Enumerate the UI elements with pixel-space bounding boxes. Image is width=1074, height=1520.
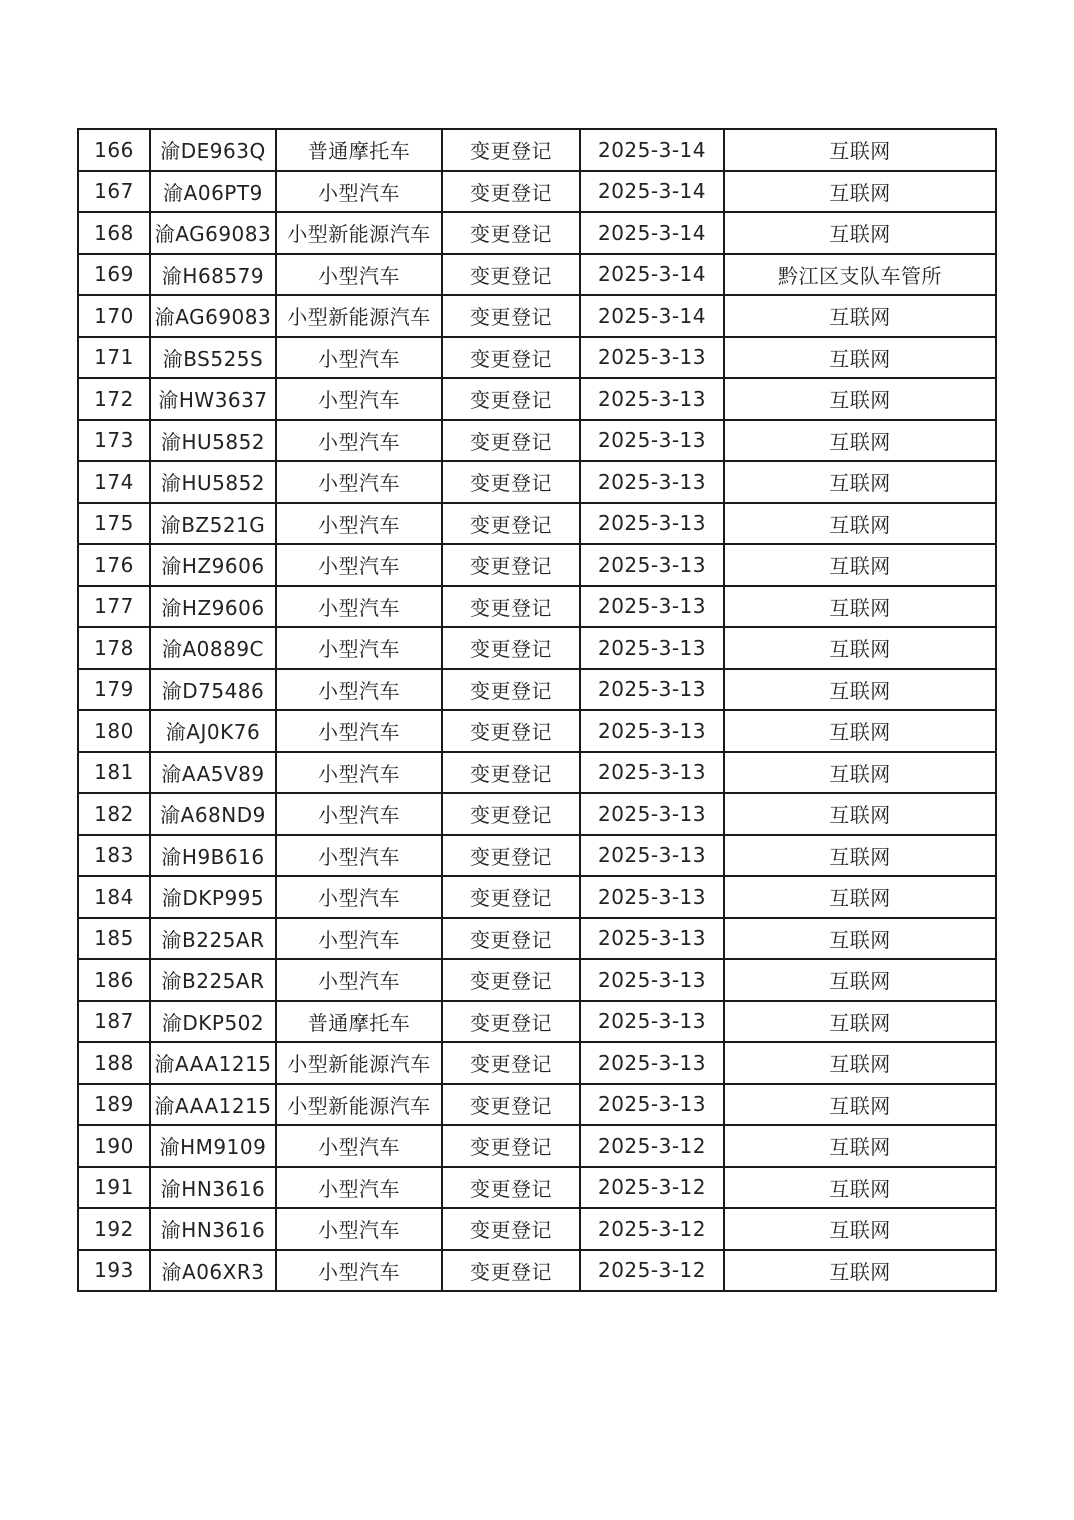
- cell-channel: 互联网: [724, 171, 996, 213]
- cell-vehicle-type: 小型汽车: [276, 669, 442, 711]
- cell-plate-number: 渝H9B616: [150, 835, 276, 877]
- table-row: [78, 752, 996, 794]
- cell-index: 174: [78, 461, 150, 503]
- cell-index: 190: [78, 1125, 150, 1167]
- cell-vehicle-type: 小型汽车: [276, 918, 442, 960]
- cell-channel: 互联网: [724, 835, 996, 877]
- cell-channel: 互联网: [724, 378, 996, 420]
- cell-vehicle-type: 小型汽车: [276, 710, 442, 752]
- cell-date: 2025-3-13: [580, 959, 724, 1001]
- cell-plate-number: 渝AA5V89: [150, 752, 276, 794]
- cell-channel: 互联网: [724, 586, 996, 628]
- cell-index: 171: [78, 337, 150, 379]
- cell-date: 2025-3-13: [580, 1001, 724, 1043]
- cell-plate-number: 渝HN3616: [150, 1208, 276, 1250]
- cell-vehicle-type: 小型汽车: [276, 420, 442, 462]
- cell-plate-number: 渝DKP502: [150, 1001, 276, 1043]
- table-row: [78, 876, 996, 918]
- cell-plate-number: 渝B225AR: [150, 959, 276, 1001]
- cell-channel: 互联网: [724, 669, 996, 711]
- table-row: [78, 212, 996, 254]
- cell-vehicle-type: 小型汽车: [276, 586, 442, 628]
- table-row: [78, 835, 996, 877]
- cell-vehicle-type: 小型汽车: [276, 171, 442, 213]
- cell-business-type: 变更登记: [442, 1125, 580, 1167]
- cell-business-type: 变更登记: [442, 918, 580, 960]
- cell-index: 179: [78, 669, 150, 711]
- cell-channel: 互联网: [724, 1125, 996, 1167]
- cell-channel: 互联网: [724, 1084, 996, 1126]
- cell-plate-number: 渝HU5852: [150, 420, 276, 462]
- table-row: [78, 337, 996, 379]
- cell-business-type: 变更登记: [442, 710, 580, 752]
- cell-date: 2025-3-13: [580, 461, 724, 503]
- cell-plate-number: 渝BZ521G: [150, 503, 276, 545]
- table-row: [78, 378, 996, 420]
- table-row: [78, 959, 996, 1001]
- cell-plate-number: 渝A06XR3: [150, 1250, 276, 1292]
- table-row: [78, 1042, 996, 1084]
- cell-business-type: 变更登记: [442, 129, 580, 171]
- cell-date: 2025-3-12: [580, 1250, 724, 1292]
- cell-date: 2025-3-13: [580, 544, 724, 586]
- table-row: [78, 295, 996, 337]
- cell-vehicle-type: 小型汽车: [276, 503, 442, 545]
- table-row: [78, 669, 996, 711]
- cell-vehicle-type: 小型汽车: [276, 876, 442, 918]
- cell-vehicle-type: 小型新能源汽车: [276, 1042, 442, 1084]
- cell-channel: 互联网: [724, 710, 996, 752]
- cell-channel: 互联网: [724, 918, 996, 960]
- cell-business-type: 变更登记: [442, 752, 580, 794]
- table-row: [78, 461, 996, 503]
- cell-business-type: 变更登记: [442, 959, 580, 1001]
- cell-index: 182: [78, 793, 150, 835]
- cell-date: 2025-3-13: [580, 835, 724, 877]
- cell-channel: 互联网: [724, 544, 996, 586]
- cell-business-type: 变更登记: [442, 544, 580, 586]
- cell-channel: 互联网: [724, 793, 996, 835]
- cell-date: 2025-3-12: [580, 1167, 724, 1209]
- cell-date: 2025-3-14: [580, 295, 724, 337]
- cell-business-type: 变更登记: [442, 835, 580, 877]
- cell-business-type: 变更登记: [442, 1084, 580, 1126]
- table-row: [78, 918, 996, 960]
- cell-date: 2025-3-13: [580, 378, 724, 420]
- cell-channel: 互联网: [724, 337, 996, 379]
- table-row: [78, 420, 996, 462]
- cell-plate-number: 渝HZ9606: [150, 586, 276, 628]
- cell-channel: 互联网: [724, 1250, 996, 1292]
- cell-vehicle-type: 小型汽车: [276, 835, 442, 877]
- cell-business-type: 变更登记: [442, 337, 580, 379]
- cell-date: 2025-3-13: [580, 503, 724, 545]
- cell-plate-number: 渝HM9109: [150, 1125, 276, 1167]
- cell-date: 2025-3-13: [580, 710, 724, 752]
- cell-channel: 互联网: [724, 295, 996, 337]
- cell-date: 2025-3-13: [580, 1084, 724, 1126]
- cell-vehicle-type: 小型汽车: [276, 1125, 442, 1167]
- cell-channel: 互联网: [724, 959, 996, 1001]
- cell-vehicle-type: 小型汽车: [276, 1208, 442, 1250]
- cell-business-type: 变更登记: [442, 1042, 580, 1084]
- cell-date: 2025-3-14: [580, 129, 724, 171]
- table-row: [78, 586, 996, 628]
- cell-date: 2025-3-13: [580, 876, 724, 918]
- cell-index: 178: [78, 627, 150, 669]
- table-row: [78, 1001, 996, 1043]
- cell-channel: 互联网: [724, 212, 996, 254]
- cell-index: 168: [78, 212, 150, 254]
- cell-business-type: 变更登记: [442, 1001, 580, 1043]
- table-row: [78, 503, 996, 545]
- cell-index: 192: [78, 1208, 150, 1250]
- cell-plate-number: 渝HZ9606: [150, 544, 276, 586]
- cell-plate-number: 渝DE963Q: [150, 129, 276, 171]
- cell-index: 172: [78, 378, 150, 420]
- cell-channel: 互联网: [724, 420, 996, 462]
- cell-plate-number: 渝A0889C: [150, 627, 276, 669]
- cell-date: 2025-3-14: [580, 171, 724, 213]
- cell-vehicle-type: 小型汽车: [276, 959, 442, 1001]
- cell-index: 189: [78, 1084, 150, 1126]
- cell-vehicle-type: 小型汽车: [276, 793, 442, 835]
- cell-index: 191: [78, 1167, 150, 1209]
- cell-index: 181: [78, 752, 150, 794]
- cell-date: 2025-3-13: [580, 1042, 724, 1084]
- cell-index: 180: [78, 710, 150, 752]
- cell-business-type: 变更登记: [442, 1208, 580, 1250]
- cell-business-type: 变更登记: [442, 876, 580, 918]
- cell-channel: 互联网: [724, 1042, 996, 1084]
- cell-plate-number: 渝BS525S: [150, 337, 276, 379]
- cell-index: 176: [78, 544, 150, 586]
- cell-index: 187: [78, 1001, 150, 1043]
- cell-vehicle-type: 小型汽车: [276, 627, 442, 669]
- cell-index: 173: [78, 420, 150, 462]
- cell-plate-number: 渝AJ0K76: [150, 710, 276, 752]
- cell-vehicle-type: 小型新能源汽车: [276, 212, 442, 254]
- cell-vehicle-type: 小型汽车: [276, 378, 442, 420]
- cell-business-type: 变更登记: [442, 420, 580, 462]
- table-row: [78, 710, 996, 752]
- cell-index: 167: [78, 171, 150, 213]
- cell-date: 2025-3-12: [580, 1208, 724, 1250]
- cell-plate-number: 渝AG69083: [150, 295, 276, 337]
- table-row: [78, 254, 996, 296]
- cell-index: 177: [78, 586, 150, 628]
- cell-index: 170: [78, 295, 150, 337]
- cell-business-type: 变更登记: [442, 586, 580, 628]
- cell-business-type: 变更登记: [442, 378, 580, 420]
- cell-index: 183: [78, 835, 150, 877]
- cell-channel: 互联网: [724, 1167, 996, 1209]
- table-body: [78, 129, 996, 1291]
- cell-vehicle-type: 小型汽车: [276, 1250, 442, 1292]
- cell-business-type: 变更登记: [442, 503, 580, 545]
- cell-index: 175: [78, 503, 150, 545]
- cell-index: 185: [78, 918, 150, 960]
- cell-plate-number: 渝AAA1215: [150, 1042, 276, 1084]
- table-row: [78, 1084, 996, 1126]
- table-row: [78, 129, 996, 171]
- table-row: [78, 171, 996, 213]
- cell-index: 188: [78, 1042, 150, 1084]
- cell-business-type: 变更登记: [442, 212, 580, 254]
- cell-date: 2025-3-13: [580, 337, 724, 379]
- cell-vehicle-type: 小型汽车: [276, 1167, 442, 1209]
- cell-channel: 黔江区支队车管所: [724, 254, 996, 296]
- cell-business-type: 变更登记: [442, 1250, 580, 1292]
- cell-date: 2025-3-13: [580, 752, 724, 794]
- cell-date: 2025-3-13: [580, 918, 724, 960]
- cell-plate-number: 渝DKP995: [150, 876, 276, 918]
- cell-date: 2025-3-13: [580, 627, 724, 669]
- cell-date: 2025-3-13: [580, 793, 724, 835]
- cell-plate-number: 渝A68ND9: [150, 793, 276, 835]
- cell-plate-number: 渝B225AR: [150, 918, 276, 960]
- cell-vehicle-type: 小型汽车: [276, 254, 442, 296]
- cell-plate-number: 渝H68579: [150, 254, 276, 296]
- cell-business-type: 变更登记: [442, 1167, 580, 1209]
- cell-channel: 互联网: [724, 627, 996, 669]
- cell-date: 2025-3-14: [580, 254, 724, 296]
- cell-date: 2025-3-13: [580, 420, 724, 462]
- table-row: [78, 793, 996, 835]
- cell-channel: 互联网: [724, 461, 996, 503]
- cell-index: 166: [78, 129, 150, 171]
- cell-channel: 互联网: [724, 752, 996, 794]
- cell-business-type: 变更登记: [442, 461, 580, 503]
- cell-plate-number: 渝AAA1215: [150, 1084, 276, 1126]
- cell-plate-number: 渝HW3637: [150, 378, 276, 420]
- cell-plate-number: 渝AG69083: [150, 212, 276, 254]
- cell-vehicle-type: 小型汽车: [276, 544, 442, 586]
- cell-business-type: 变更登记: [442, 171, 580, 213]
- cell-vehicle-type: 小型汽车: [276, 461, 442, 503]
- cell-vehicle-type: 普通摩托车: [276, 1001, 442, 1043]
- cell-business-type: 变更登记: [442, 793, 580, 835]
- cell-business-type: 变更登记: [442, 254, 580, 296]
- cell-business-type: 变更登记: [442, 295, 580, 337]
- cell-business-type: 变更登记: [442, 669, 580, 711]
- cell-channel: 互联网: [724, 503, 996, 545]
- cell-index: 169: [78, 254, 150, 296]
- cell-date: 2025-3-12: [580, 1125, 724, 1167]
- cell-channel: 互联网: [724, 129, 996, 171]
- table-row: [78, 544, 996, 586]
- cell-channel: 互联网: [724, 876, 996, 918]
- cell-index: 193: [78, 1250, 150, 1292]
- table-row: [78, 1125, 996, 1167]
- cell-index: 186: [78, 959, 150, 1001]
- cell-date: 2025-3-14: [580, 212, 724, 254]
- table-row: [78, 627, 996, 669]
- cell-plate-number: 渝HU5852: [150, 461, 276, 503]
- cell-channel: 互联网: [724, 1208, 996, 1250]
- table-row: [78, 1167, 996, 1209]
- cell-index: 184: [78, 876, 150, 918]
- registration-table: [77, 128, 997, 1292]
- cell-vehicle-type: 小型汽车: [276, 337, 442, 379]
- cell-plate-number: 渝D75486: [150, 669, 276, 711]
- cell-vehicle-type: 小型汽车: [276, 752, 442, 794]
- cell-date: 2025-3-13: [580, 586, 724, 628]
- cell-date: 2025-3-13: [580, 669, 724, 711]
- cell-plate-number: 渝HN3616: [150, 1167, 276, 1209]
- cell-channel: 互联网: [724, 1001, 996, 1043]
- cell-vehicle-type: 小型新能源汽车: [276, 295, 442, 337]
- cell-plate-number: 渝A06PT9: [150, 171, 276, 213]
- cell-vehicle-type: 普通摩托车: [276, 129, 442, 171]
- table-row: [78, 1250, 996, 1292]
- cell-business-type: 变更登记: [442, 627, 580, 669]
- cell-vehicle-type: 小型新能源汽车: [276, 1084, 442, 1126]
- table-row: [78, 1208, 996, 1250]
